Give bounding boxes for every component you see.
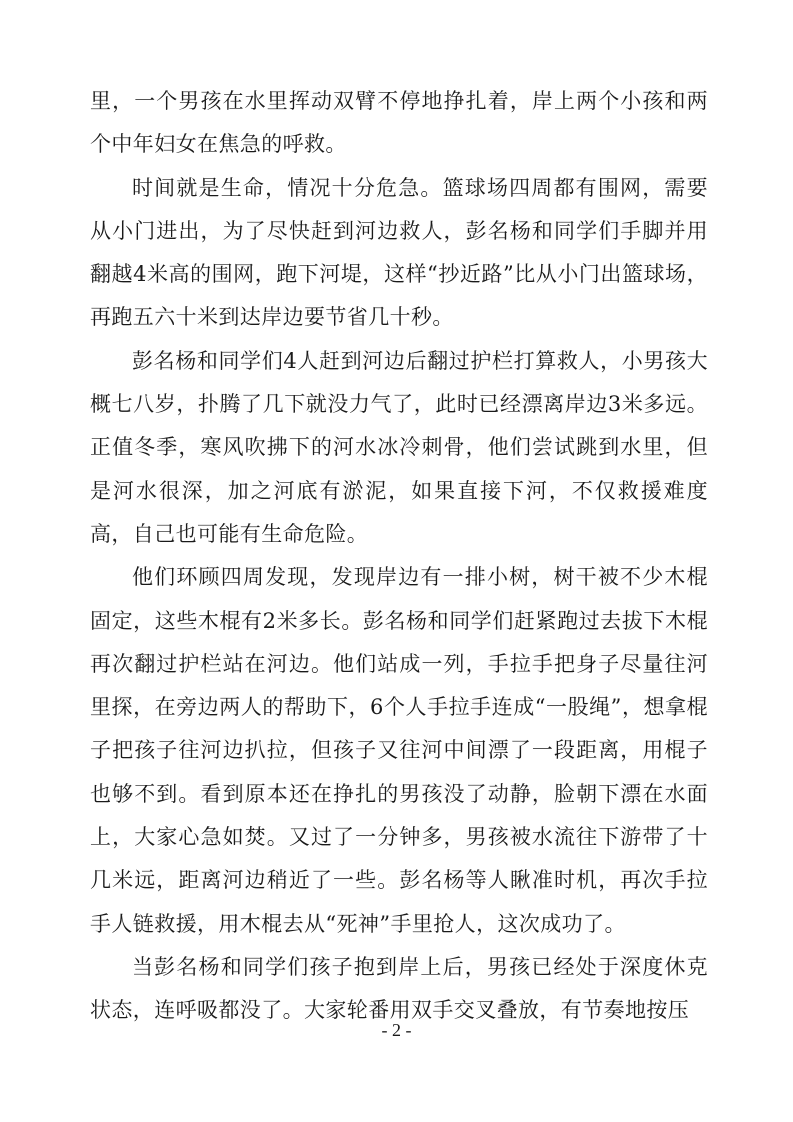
page-number: - 2 - (381, 1020, 412, 1040)
paragraph-4: 他们环顾四周发现，发现岸边有一排小树，树干被不少木棍固定，这些木棍有2米多长。彭名杨和同学们赶紧跑过去拔下木棍再次翻过护栏站在河边。他们站成一列，手拉手把身子尽量往河里探，在旁边两人的帮助下，6个人手拉手连成“一股绳”，想拿棍子把孩子往河边扒拉，但孩子又往河中间漂了一段距离，用棍子也够不到。看到原本还在挣扎的男孩没了动静，脸朝下漂在水面上，大家心急如焚。又过了一分钟多，男孩被水流往下游带了十几米远，距离河边稍近了一些。彭名杨等人瞅准时机，再次手拉手人链救援，用木棍去从“死神”手里抢人，这次成功了。 (90, 565, 708, 936)
paragraph-3: 彭名杨和同学们4人赶到河边后翻过护栏打算救人，小男孩大概七八岁，扑腾了几下就没力气了，此时已经漂离岸边3米多远。正值冬季，寒风吹拂下的河水冰冷刺骨，他们尝试跳到水里，但是河水很深，加之河底有淤泥，如果直接下河，不仅救援难度高，自己也可能有生命危险。 (90, 348, 708, 546)
paragraph-1: 里，一个男孩在水里挥动双臂不停地挣扎着，岸上两个小孩和两个中年妇女在焦急的呼救。 (90, 89, 708, 157)
document-body (90, 80, 708, 1033)
paragraph-2: 时间就是生命，情况十分危急。篮球场四周都有围网，需要从小门进出，为了尽快赶到河边救人，彭名杨和同学们手脚并用翻越4米高的围网，跑下河堤，这样“抄近路”比从小门出篮球场，再跑五六十米到达岸边要节省几十秒。 (90, 175, 708, 330)
paragraph-5: 当彭名杨和同学们孩子抱到岸上后，男孩已经处于深度休克状态，连呼吸都没了。大家轮番用双手交叉叠放，有节奏地按压 (90, 954, 708, 1023)
